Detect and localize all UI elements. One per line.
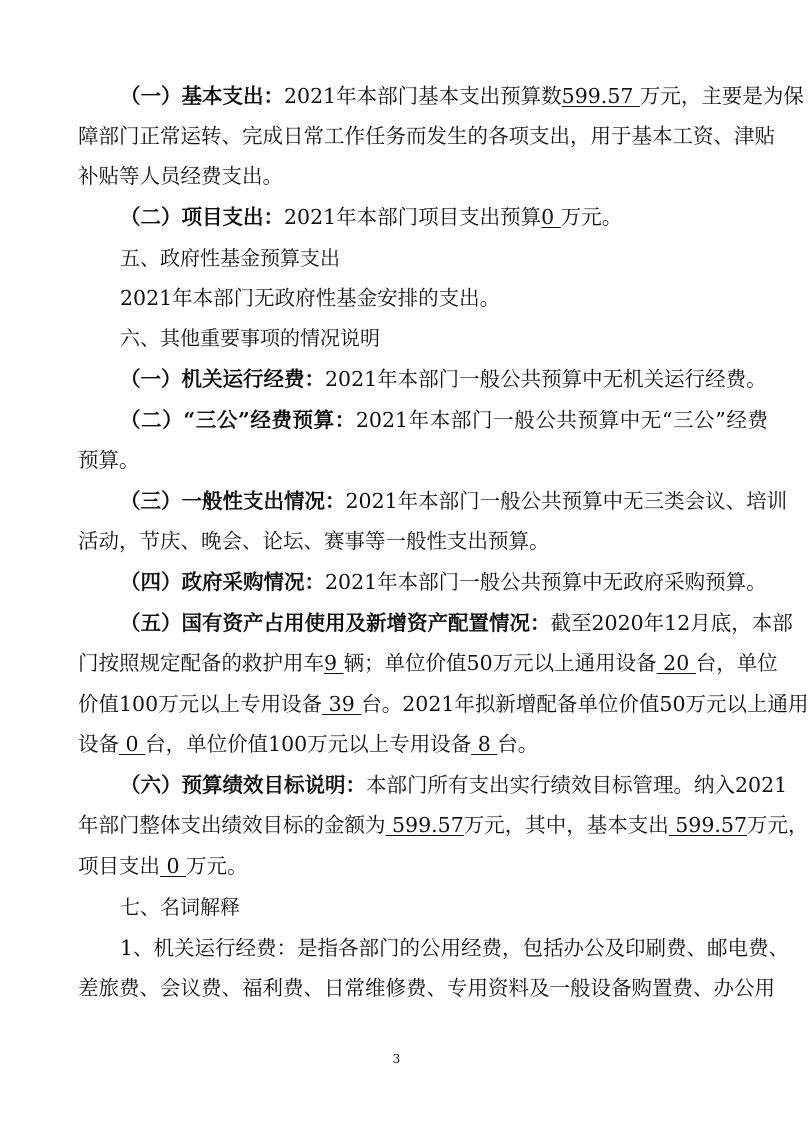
item-label: （二）项目支出：: [120, 205, 284, 229]
text-line: [120, 406, 768, 434]
underlined-value: 8: [471, 732, 498, 756]
text-line: [78, 852, 768, 880]
text-segment: 2021年本部门一般公共预算中无三类会议、培训: [345, 489, 788, 513]
item-label: （三）一般性支出情况：: [120, 489, 346, 513]
text-segment: 2021年本部门无政府性基金安排的支出。: [120, 286, 501, 310]
text-line: [78, 730, 768, 758]
text-segment: 台，单位: [695, 651, 778, 675]
text-segment: 补贴等人员经费支出。: [78, 164, 283, 188]
underlined-value: 9: [324, 651, 344, 675]
item-label: （四）政府采购情况：: [120, 570, 325, 594]
text-line: [120, 487, 788, 515]
text-line: [120, 771, 788, 799]
underlined-value: 39: [322, 692, 362, 716]
text-segment: 2021年本部门一般公共预算中无机关运行经费。: [325, 367, 767, 391]
underlined-value: 0: [119, 732, 146, 756]
text-line: [120, 324, 768, 352]
text-segment: 万元。: [186, 854, 248, 878]
text-segment: 年部门整体支出绩效目标的金额为: [78, 813, 386, 837]
text-segment: 万元，主要是为保: [639, 84, 804, 108]
underlined-value: 20: [656, 651, 696, 675]
text-segment: 万元，其中，基本支出: [463, 813, 669, 837]
section-heading: 七、名词解释: [120, 895, 240, 919]
text-segment: 活动，节庆、晚会、论坛、赛事等一般性支出预算。: [78, 529, 550, 553]
text-line: [120, 365, 768, 393]
text-segment: 项目支出: [78, 854, 160, 878]
text-segment: 2021年本部门基本支出预算数: [284, 84, 562, 108]
underlined-value: 0: [541, 205, 561, 229]
text-line: [120, 893, 768, 921]
text-line: [78, 811, 809, 839]
underlined-value: 599.57: [385, 813, 464, 837]
item-label: （五）国有资产占用使用及新增资产配置情况：: [120, 611, 551, 635]
text-segment: 台。2021年拟新增配备单位价值50万元以上通用: [361, 692, 809, 716]
text-segment: 差旅费、会议费、福利费、日常维修费、专用资料及一般设备购置费、办公用: [78, 976, 775, 1000]
text-segment: 万元。: [560, 205, 623, 229]
text-segment: 预算。: [78, 448, 140, 472]
text-line: [78, 122, 775, 150]
text-line: [120, 934, 790, 962]
text-segment: 辆；单位价值50万元以上通用设备: [343, 651, 657, 675]
text-line: [120, 244, 768, 272]
text-segment: 2021年本部门项目支出预算: [284, 205, 542, 229]
underlined-value: 599.57: [668, 813, 747, 837]
item-label: （一）基本支出：: [120, 84, 284, 108]
text-segment: 截至2020年12月底，本部: [550, 611, 793, 635]
text-line: [78, 974, 775, 1002]
text-line: [120, 203, 768, 231]
item-label: （二）“三公”经费预算：: [120, 408, 356, 432]
text-segment: 门按照规定配备的救护用车: [78, 651, 324, 675]
text-segment: 台，单位价值100万元以上专用设备: [145, 732, 472, 756]
text-segment: 1、机关运行经费：是指各部门的公用经费，包括办公及印刷费、邮电费、: [120, 936, 790, 960]
text-line: [78, 527, 768, 555]
text-segment: 障部门正常运转、完成日常工作任务而发生的各项支出，用于基本工资、津贴: [78, 124, 775, 148]
text-segment: 2021年本部门一般公共预算中无政府采购预算。: [325, 570, 767, 594]
item-label: （一）机关运行经费：: [120, 367, 325, 391]
text-segment: 2021年本部门一般公共预算中无“三公”经费: [355, 408, 768, 432]
text-line: [120, 82, 804, 110]
text-segment: 价值100万元以上专用设备: [78, 692, 323, 716]
text-line: [120, 609, 793, 637]
text-segment: 台。: [497, 732, 539, 756]
text-line: [78, 649, 778, 677]
page-number: 3: [392, 1052, 401, 1066]
text-line: [120, 284, 768, 312]
item-label: （六）预算绩效目标说明：: [120, 773, 366, 797]
text-line: [78, 690, 809, 718]
text-line: [78, 162, 768, 190]
text-segment: 万元，: [747, 813, 809, 837]
section-heading: 六、其他重要事项的情况说明: [120, 326, 380, 350]
underlined-value: 0: [160, 854, 187, 878]
underlined-value: 599.57: [561, 84, 640, 108]
text-line: [78, 446, 768, 474]
text-segment: 本部门所有支出实行绩效目标管理。纳入2021: [366, 773, 788, 797]
section-heading: 五、政府性基金预算支出: [120, 246, 340, 270]
text-segment: 设备: [78, 732, 119, 756]
text-line: [120, 568, 768, 596]
